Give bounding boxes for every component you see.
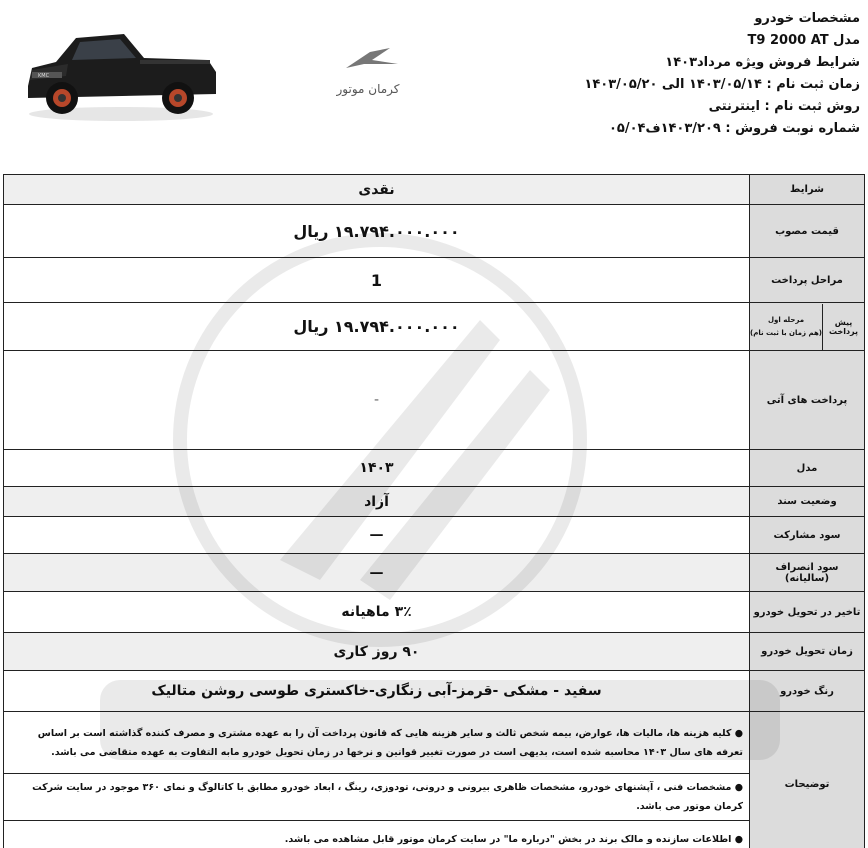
table-row-notes-3	[4, 821, 865, 848]
participation-profit-value: —	[4, 517, 750, 554]
future-payments-label: پرداخت های آتی	[750, 351, 865, 450]
table-row-notes-1	[4, 712, 865, 774]
color-label: رنگ خودرو	[750, 671, 865, 712]
header-model: مدل T9 2000 AT	[747, 33, 860, 48]
delivery-time-label: زمان تحویل خودرو	[750, 633, 865, 671]
approved-price-value: ۱۹.۷۹۴.۰۰۰.۰۰۰ ریال	[4, 205, 750, 258]
participation-profit-label: سود مشارکت	[750, 517, 865, 554]
header-sale-number: شماره نوبت فروش : ۱۴۰۳/۲۰۹ف۰۵/۰۴	[608, 121, 860, 136]
table-row-model	[4, 450, 865, 487]
table-row-document-status	[4, 487, 865, 517]
header-registration-method: روش ثبت نام : اینترنتی	[708, 99, 860, 114]
table-row-prepayment	[4, 303, 865, 351]
table-row-delivery-time	[4, 633, 865, 671]
table-row-conditions	[4, 175, 865, 205]
model-value: ۱۴۰۳	[4, 450, 750, 487]
payment-stages-label: مراحل پرداخت	[750, 258, 865, 303]
header-sales-condition: شرایط فروش ویژه مرداد۱۴۰۳	[665, 55, 860, 70]
specs-table	[3, 174, 865, 848]
page-header	[0, 0, 868, 172]
brand-logo-text: کرمان موتور	[336, 82, 400, 96]
note-item: ● مشخصات فنی ، آپشنهای خودرو، مشخصات ظاهری بیرونی و درونی، تودوزی، رینگ ، ابعاد خودرو مطابق با کاتالوگ و نمای ۳۶۰ موجود در سایت شرکت کرمان موتور می باشد.	[4, 774, 750, 821]
cancellation-profit-label: سود انصراف (سالیانه)	[750, 554, 865, 592]
brand-logo	[318, 40, 418, 102]
note-item: ● کلیه هزینه ها، مالیات ها، عوارض، بیمه شخص ثالث و سایر هزینه هایی که قانون پرداخت آن را به عهده مشتری و مصرف کننده گذاشته است بر اساس تعرفه های سال ۱۴۰۳ محاسبه شده است، بدیهی است در صورت تغییر قوانین و نرخها در زمان تحویل خودرو مابه التفاوت به عهده متقاضی می باشد.	[4, 712, 750, 774]
header-registration-time: زمان ثبت نام : ۱۴۰۳/۰۵/۱۴ الی ۱۴۰۳/۰۵/۲۰	[584, 77, 860, 92]
delivery-delay-value: ۳٪ ماهیانه	[4, 592, 750, 633]
document-status-value: آزاد	[4, 487, 750, 517]
header-info	[584, 8, 860, 140]
table-row-notes-2	[4, 774, 865, 821]
prepayment-label: پیش پرداخت	[822, 304, 864, 350]
prepayment-stage-label: مرحله اول	[767, 315, 805, 324]
prepayment-value: ۱۹.۷۹۴.۰۰۰.۰۰۰ ریال	[4, 303, 750, 351]
table-row-color	[4, 671, 865, 712]
table-row-cancellation-profit	[4, 554, 865, 592]
table-row-future-payments	[4, 351, 865, 450]
color-value: سفید - مشکی -قرمز-آبی زنگاری-خاکستری طوسی روشن متالیک	[4, 671, 750, 712]
model-label: مدل	[750, 450, 865, 487]
notes-label: توضیحات	[750, 712, 865, 848]
payment-stages-value: 1	[4, 258, 750, 303]
pickup-truck-image	[16, 14, 226, 126]
table-row-participation-profit	[4, 517, 865, 554]
prepayment-stage	[750, 304, 822, 350]
cancellation-profit-value: —	[4, 554, 750, 592]
table-row-delivery-delay	[4, 592, 865, 633]
svg-text:KMC: KMC	[38, 73, 50, 79]
conditions-label: شرایط	[750, 175, 865, 205]
conditions-value: نقدی	[4, 175, 750, 205]
delivery-delay-label: تاخیر در تحویل خودرو	[750, 592, 865, 633]
delivery-time-value: ۹۰ روز کاری	[4, 633, 750, 671]
table-row-payment-stages	[4, 258, 865, 303]
kerman-motor-logo-icon	[318, 40, 418, 80]
note-item: ● اطلاعات سازنده و مالک برند در بخش "درباره ما" در سایت کرمان موتور قابل مشاهده می باشد.	[4, 821, 750, 848]
future-payments-value: -	[4, 351, 750, 450]
table-row-approved-price	[4, 205, 865, 258]
document-status-label: وضعیت سند	[750, 487, 865, 517]
header-title: مشخصات خودرو	[754, 11, 860, 26]
prepayment-stage-note: (هم زمان با ثبت نام)	[750, 328, 822, 337]
approved-price-label: قیمت مصوب	[750, 205, 865, 258]
specs-table-container	[3, 174, 865, 845]
prepayment-label-cell	[750, 303, 865, 351]
